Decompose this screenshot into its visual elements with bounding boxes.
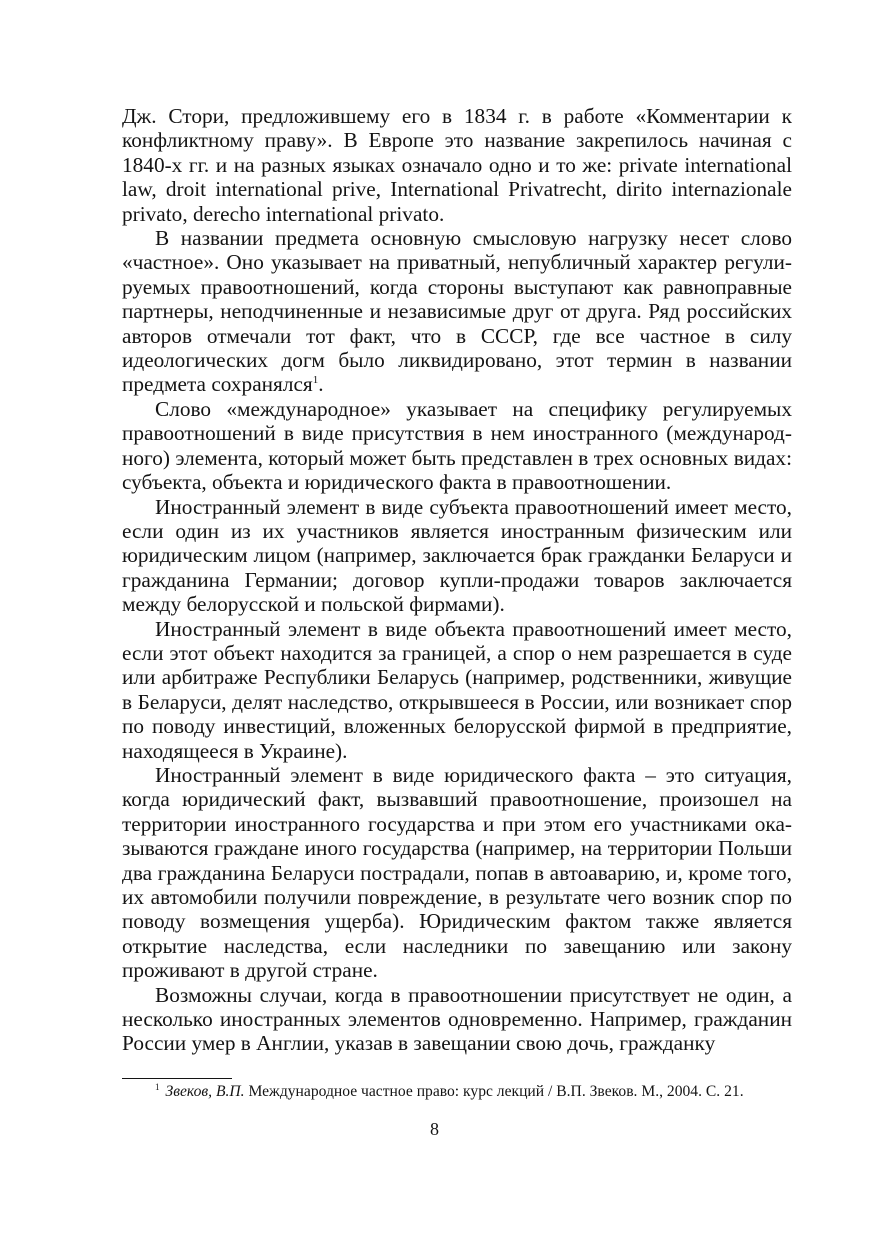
paragraph-1: Дж. Стори, предложившему его в 1834 г. в работе «Комментарии к конфликтному праву». В Европе это название закрепилось начиная с 1840-х гг. и на разных языках означало одно и то же: private international law, droit international prive, International Privatrecht, dirito internazionale privato, derecho international privato. [122, 104, 792, 226]
paragraph-5: Иностранный элемент в виде объекта правоотношений имеет место, если этот объект находится за границей, а спор о нем разрешается в суде или арбитраже Республики Беларусь (например, родственники, живущие в Беларуси, делят наследство, открывшееся в России, или возникает спор по поводу инвестиций, вложенных белорусской фирмой в предприятие, находящееся в Украине). [122, 616, 792, 763]
footnote-mark: 1 [155, 1081, 160, 1092]
paragraph-4: Иностранный элемент в виде субъекта правоотношений имеет место, если один из их участников является иностранным физическим или юридическим лицом (например, заключается брак гражданки Беларуси и гражданина Германии; договор купли-продажи товаров заключается между белорусской и польской фирмами). [122, 494, 792, 617]
footnote-text: Международное частное право: курс лекций / В.П. Звеков. М., 2004. С. 21. [244, 1083, 744, 1100]
paragraph-7: Возможны случаи, когда в правоотношении присутствует не один, а несколько иностранных элементов одновременно. Например, гражданин России умер в Англии, указав в завещании свою дочь, гражданку [122, 982, 792, 1056]
footnote-reference[interactable]: 1 [312, 374, 319, 387]
footnote-divider [122, 1078, 232, 1079]
paragraph-2 [122, 226, 792, 397]
paragraph-3: Слово «международное» указывает на специфику регулируемых правоотношений в виде присутствия в нем иностранного (международного) элемента, который может быть представлен в трех основных видах: субъекта, объекта и юридического факта в правоотношении. [122, 396, 792, 495]
paragraph-2-end: . [318, 372, 324, 397]
paragraph-2-text: В названии предмета основную смысловую нагрузку несет слово «частное». Оно указывает на приватный, непубличный характер регулируемых правоотношений, когда стороны выступают как равноправные партнеры, неподчиненные и независимые друг от друга. Ряд российских авторов отмечали тот факт, что в СССР, где все частное в силу идеологических догм было ликвидировано, этот термин в названии предмета сохранялся [122, 226, 792, 397]
page-number: 8 [430, 1119, 439, 1139]
footnote-author: Звеков, В.П. [165, 1083, 245, 1100]
footnote [122, 1082, 792, 1102]
paragraph-6: Иностранный элемент в виде юридического факта – это ситуация, когда юридический факт, вызвавший правоотношение, произошел на территории иностранного государства и при этом его участниками оказываются граждане иного государства (например, на территории Польши два гражданина Беларуси пострадали, попав в автоаварию, и, кроме того, их автомобили получили повреждение, в результате чего возник спор по поводу возмещения ущерба). Юридическим фактом также является открытие наследства, если наследники по завещанию или закону проживают в другой стране. [122, 762, 792, 983]
body-text [122, 104, 792, 1056]
